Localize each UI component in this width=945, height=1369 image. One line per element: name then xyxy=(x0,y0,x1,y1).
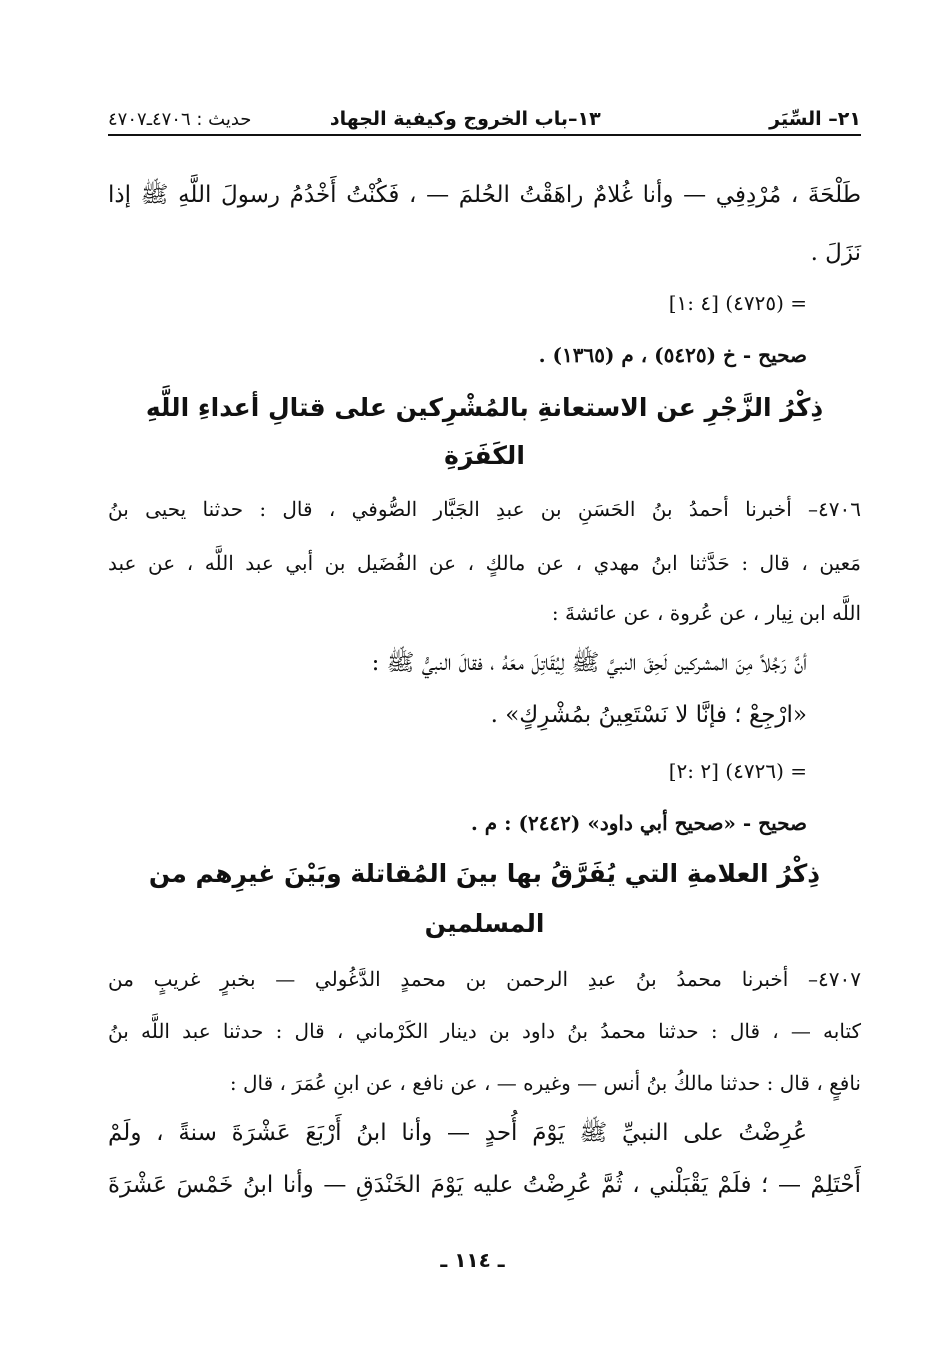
isnad-line: ٤٧٠٧– أخبرنا محمدُ بنُ عبدِ الرحمن بن محمدٍ الدَّغُولي — بخبرٍ غريبٍ من xyxy=(108,967,861,991)
chapter-heading: ذِكْرُ العلامةِ التي يُفَرَّقُ بها بينَ المُقاتلة وبَيْنَ غيرِهم من xyxy=(148,859,821,888)
chapter-heading: ذِكْرُ الزَّجْرِ عن الاستعانةِ بالمُشْرِكين على قتالِ أعداءِ اللَّهِ xyxy=(145,393,824,422)
section-title: ١٣–باب الخروج وكيفية الجهاد xyxy=(329,108,601,130)
isnad-line: ٤٧٠٦– أخبرنا أحمدُ بنُ الحَسَنِ بن عبدِ الجَبَّار الصُّوفي ، قال : حدثنا يحيى بنُ xyxy=(108,497,861,521)
isnad-line: مَعين ، قال : حَدَّثنا ابنُ مهدي ، عن مالكٍ ، عن الفُضَيل بن أبي عبد اللَّه ، عن عبد xyxy=(108,551,861,575)
cross-reference: = (٤٧٢٦) [٢ :٢] xyxy=(668,759,807,783)
isnad-line: كتابه — ، قال : حدثنا محمدُ بنُ داود بن دينار الكَرْماني ، قال : حدثنا عبد اللَّه بنُ xyxy=(108,1019,861,1043)
grading-note: صحيح - «صحيح أبي داود» (٢٤٤٢) : م . xyxy=(470,811,807,835)
text-line: نَزَلَ . xyxy=(810,240,861,266)
cross-reference: = (٤٧٢٥) [٤ :١] xyxy=(668,291,807,315)
matn-line: أنَّ رَجُلاً مِنَ المشركين لَحِقَ النبيَّ ﷺ لِيُقَاتِلَ معَهُ ، فقالَ النبيُّ ﷺ : xyxy=(371,650,807,676)
hadith-range: حديث : ٤٧٠٦ـ٤٧٠٧ xyxy=(108,109,252,130)
isnad-line: نافعٍ ، قال : حدثنا مالكُ بنُ أنس — وغيره — ، عن نافع ، عن ابنِ عُمَرَ ، قال : xyxy=(229,1071,861,1095)
chapter-heading: المسلمين xyxy=(424,909,545,938)
matn-line: عُرِضْتُ على النبيِّ ﷺ يَوْمَ أُحدٍ — وأنا ابنُ أَرْبَعَ عَشْرَةَ سنةً ، ولَمْ xyxy=(108,1120,807,1146)
page-number: ـ ١١٤ ـ xyxy=(440,1248,505,1272)
grading-note: صحيح - خ (٥٤٢٥) ، م (١٣٦٥) . xyxy=(538,343,807,367)
text-line: طَلْحَةَ ، مُرْدِفِي — وأنا غُلامٌ راهَقْتُ الحُلمَ — ، فَكُنْتُ أَخْدُمُ رسولَ اللَّهِ ﷺ إذا xyxy=(108,182,861,208)
chapter-heading: الكَفَرَةِ xyxy=(444,441,525,470)
matn-line: «ارْجِعْ ؛ فإنَّا لا نَسْتَعِينُ بمُشْرِكٍ» . xyxy=(490,702,807,728)
running-header xyxy=(108,96,861,130)
chapter-title: ٢١– السِّيَر xyxy=(769,108,861,130)
isnad-line: اللَّه ابن نِيار ، عن عُروة ، عن عائشةَ : xyxy=(551,601,861,625)
matn-line: أَحْتَلِمْ — ؛ فلَمْ يَقْبَلْني ، ثُمَّ عُرِضْتُ عليه يَوْمَ الخَنْدَقِ — وأنا ابنُ خَمْسَ عَشْرَةَ xyxy=(108,1172,861,1198)
header-rule xyxy=(108,134,861,136)
